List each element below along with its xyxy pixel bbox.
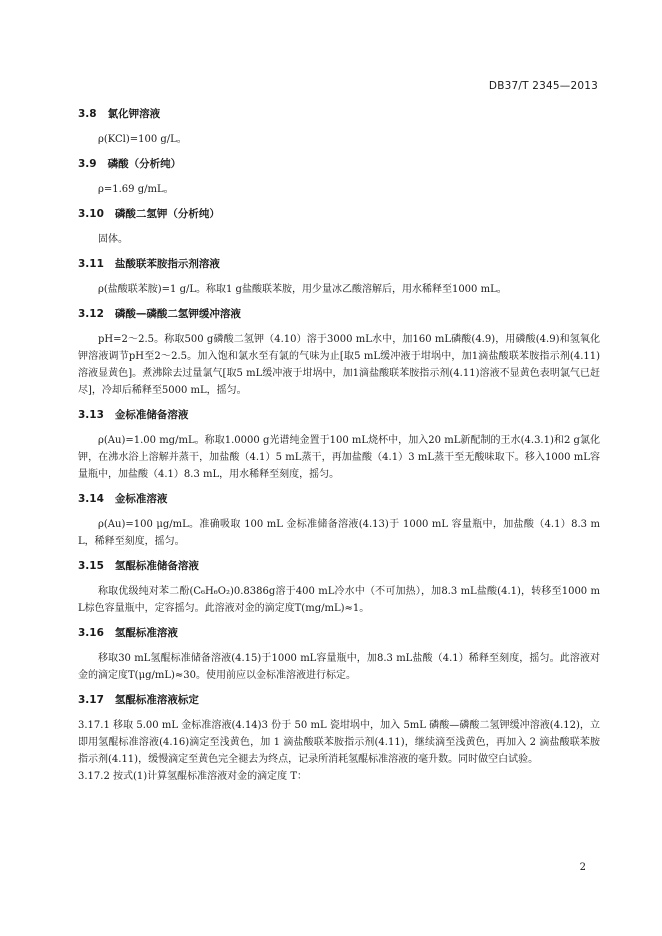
section-text: 移取30 mL氢醌标准储备溶液(4.15)于1000 mL容量瓶中，加8.3 mL盐酸（4.1）稀释至刻度，摇匀。此溶液对金的滴定度T(μg/mL)≈30。使用前应以金标准溶液进行标定。: [78, 653, 600, 681]
section-heading: 3.10 磷酸二氢钾（分析纯）: [78, 208, 220, 220]
section-heading: 3.14 金标准溶液: [78, 493, 168, 505]
section-text: ρ(盐酸联苯胺)=1 g/L。称取1 g盐酸联苯胺，用少量冰乙酸溶解后，用水稀释至1000 mL。: [98, 284, 507, 295]
section-text: ρ(Au)=1.00 mg/mL。称取1.0000 g光谱纯金置于100 mL烧杯中，加入20 mL新配制的王水(4.3.1)和2 g氯化钾，在沸水浴上溶解并蒸干，加盐酸（4.1）5 mL蒸干，再加盐酸（4.1）3 mL蒸干至无酸味取下。移入1000 mL容量瓶中，加盐酸（4.1）8.3 mL，用水稀释至刻度，摇匀。: [78, 435, 600, 480]
section-heading: 3.15 氢醌标准储备溶液: [78, 560, 199, 572]
section-heading: 3.17 氢醌标准溶液标定: [78, 694, 199, 706]
section-heading: 3.8 氯化钾溶液: [78, 108, 161, 120]
section-text: pH=2～2.5。称取500 g磷酸二氢钾（4.10）溶于3000 mL水中，加160 mL磷酸(4.9)，用磷酸(4.9)和氢氧化钾溶液调节pH至2～2.5。加入饱和氯水至有氯的气味为止[取5 mL缓冲液于坩埚中，加1滴盐酸联苯胺指示剂(4.11)溶液显黄色]。煮沸除去过量氯气[取5 mL缓冲液于坩埚中，加1滴盐酸联苯胺指示剂(4.11)溶液不显黄色表明氯气已赶尽]，冷却后稀释至5000 mL，摇匀。: [78, 334, 600, 396]
section-heading: 3.13 金标准储备溶液: [78, 409, 189, 421]
section-heading: 3.16 氢醌标准溶液: [78, 627, 178, 639]
section-text: 固体。: [98, 234, 128, 245]
section-heading: 3.12 磷酸—磷酸二氢钾缓冲溶液: [78, 308, 241, 320]
section-heading: 3.11 盐酸联苯胺指示剂溶液: [78, 258, 220, 270]
section-heading: 3.9 磷酸（分析纯）: [78, 158, 182, 170]
doc-header: DB37/T 2345—2013: [488, 80, 598, 92]
subitem-text: 3.17.2 按式(1)计算氢醌标准溶液对金的滴定度 T：: [78, 771, 307, 782]
document-body: [78, 107, 600, 785]
page-number: 2: [579, 862, 586, 873]
section-text: ρ(KCl)=100 g/L。: [98, 134, 187, 145]
section-text: 称取优级纯对苯二酚(C₆H₆O₂)0.8386g溶于400 mL冷水中（不可加热），加8.3 mL盐酸(4.1)，转移至1000 mL棕色容量瓶中，定容摇匀。此溶液对金的滴定度T(mg/mL)≈1。: [78, 586, 600, 614]
section-text: ρ(Au)=100 μg/mL。准确吸取 100 mL 金标准储备溶液(4.13)于 1000 mL 容量瓶中，加盐酸（4.1）8.3 mL，稀释至刻度，摇匀。: [78, 519, 600, 547]
subitem-text: 3.17.1 移取 5.00 mL 金标准溶液(4.14)3 份于 50 mL 瓷坩埚中，加入 5mL 磷酸—磷酸二氢钾缓冲溶液(4.12)，立即用氢醌标准溶液(4.16)滴定至浅黄色，加 1 滴盐酸联苯胺指示剂(4.11)，继续滴至浅黄色，再加入 2 滴盐酸联苯胺指示剂(4.11)，缓慢滴定至黄色完全褪去为终点，记录所消耗氢醌标准溶液的毫升数。同时做空白试验。: [78, 720, 600, 765]
section-text: ρ=1.69 g/mL。: [98, 184, 174, 195]
